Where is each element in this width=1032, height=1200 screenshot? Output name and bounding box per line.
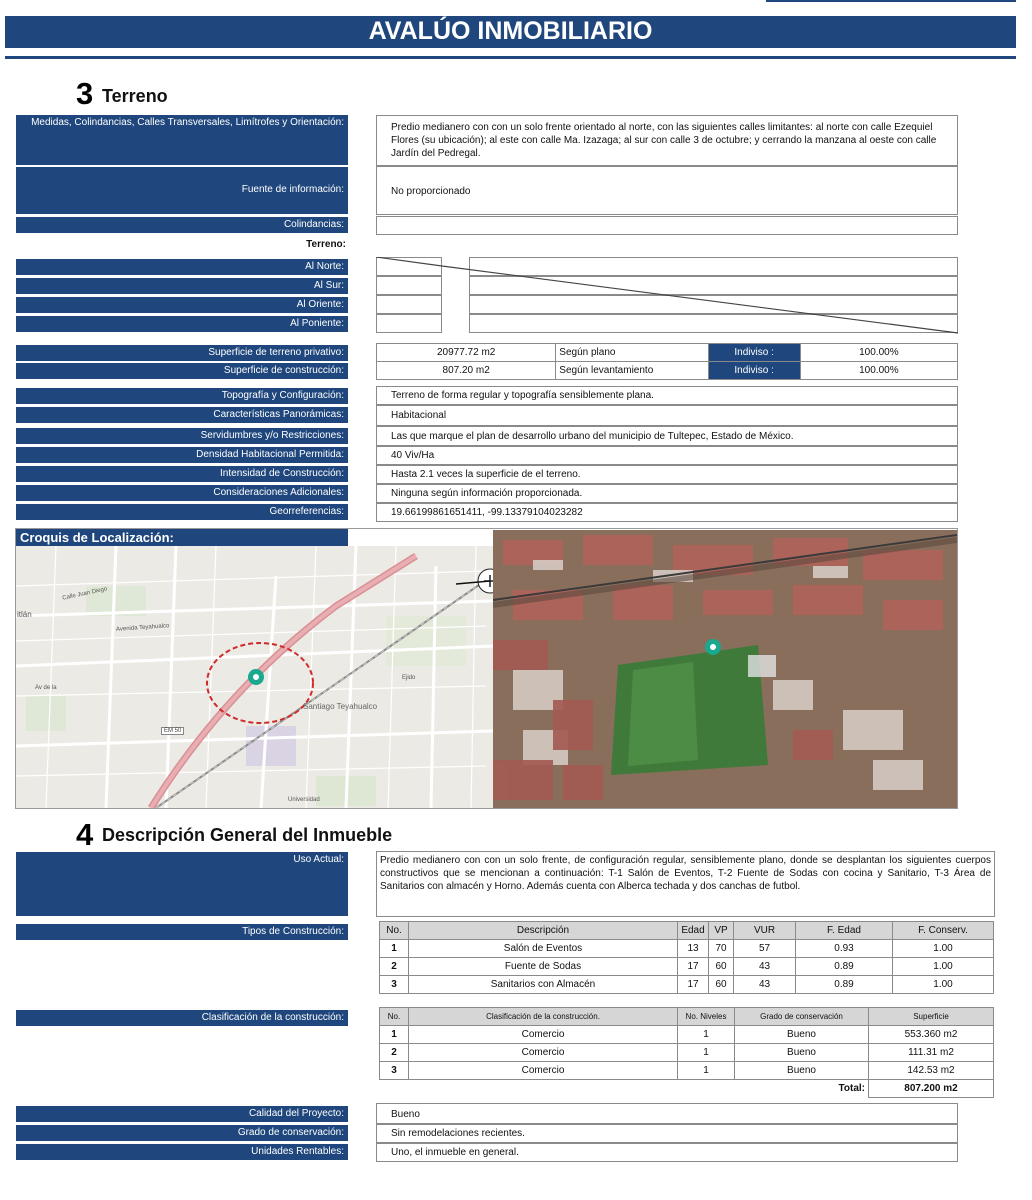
consideraciones-label: Consideraciones Adicionales: <box>16 485 348 501</box>
orient-norte-label: Al Norte: <box>16 259 348 275</box>
panoramicas-value: Habitacional <box>376 405 958 426</box>
map-label: Santiago Teyahualco <box>303 702 378 711</box>
cell: 3 <box>380 1062 409 1080</box>
section4-title: Descripción General del Inmueble <box>102 825 393 845</box>
table-row <box>380 1026 994 1044</box>
servidumbres-label: Servidumbres y/o Restricciones: <box>16 428 348 444</box>
sup-privativo-label: Superficie de terreno privativo: <box>16 345 348 361</box>
cell: Bueno <box>735 1044 869 1062</box>
sup-construccion-value: 807.20 m2 <box>377 362 556 380</box>
calidad-label: Calidad del Proyecto: <box>16 1106 348 1122</box>
table-header-row <box>380 922 994 940</box>
clasificacion-label: Clasificación de la construcción: <box>16 1010 348 1026</box>
cell: Comercio <box>409 1026 678 1044</box>
topografia-label: Topografía y Configuración: <box>16 388 348 404</box>
satellite-map <box>493 530 957 808</box>
table-header-row <box>380 1008 994 1026</box>
croquis-label: Croquis de Localización: <box>16 529 348 546</box>
fuente-value: No proporcionado <box>376 166 958 215</box>
georreferencias-label: Georreferencias: <box>16 504 348 520</box>
table-row <box>380 976 994 994</box>
cell: 1.00 <box>893 958 994 976</box>
map-label: Universidad <box>288 797 320 803</box>
table-row <box>380 1044 994 1062</box>
col-header: Clasificación de la construcción. <box>409 1008 678 1026</box>
cell: 13 <box>678 940 709 958</box>
indiviso-label: Indiviso : <box>708 344 800 362</box>
superficies-table <box>376 343 958 380</box>
indiviso-label: Indiviso : <box>708 362 800 380</box>
intensidad-value: Hasta 2.1 veces la superficie de el terreno. <box>376 465 958 484</box>
total-value: 807.200 m2 <box>869 1080 994 1098</box>
cell: 1 <box>678 1026 735 1044</box>
grado-label: Grado de conservación: <box>16 1125 348 1141</box>
cell: 0.93 <box>796 940 893 958</box>
fuente-label: Fuente de información: <box>16 167 348 214</box>
map-label: itlán <box>17 610 32 619</box>
cell: Sanitarios con Almacén <box>409 976 678 994</box>
densidad-value: 40 Viv/Ha <box>376 446 958 465</box>
sup-privativo-value: 20977.72 m2 <box>377 344 556 362</box>
consideraciones-value: Ninguna según información proporcionada. <box>376 484 958 503</box>
cell: 43 <box>734 976 796 994</box>
col-header: VUR <box>734 922 796 940</box>
intensidad-label: Intensidad de Construcción: <box>16 466 348 482</box>
col-header: Superficie <box>869 1008 994 1026</box>
total-label: Total: <box>380 1080 869 1098</box>
map-label: Avenida Teyahualco <box>115 623 170 633</box>
table-row <box>380 940 994 958</box>
cell: 2 <box>380 958 409 976</box>
col-header: VP <box>709 922 734 940</box>
sup-construccion-fuente: Según levantamiento <box>556 362 708 380</box>
map-label: Ejido <box>402 675 416 681</box>
cell: 3 <box>380 976 409 994</box>
col-header: F. Edad <box>796 922 893 940</box>
terreno-label: Terreno: <box>306 239 346 250</box>
cell: Bueno <box>735 1026 869 1044</box>
cell: 1 <box>678 1044 735 1062</box>
cell: 111.31 m2 <box>869 1044 994 1062</box>
cell: 0.89 <box>796 976 893 994</box>
cell: 1.00 <box>893 976 994 994</box>
col-header: Grado de conservación <box>735 1008 869 1026</box>
indiviso-value: 100.00% <box>800 344 957 362</box>
tipos-label: Tipos de Construcción: <box>16 924 348 940</box>
col-header: F. Conserv. <box>893 922 994 940</box>
panoramicas-label: Características Panorámicas: <box>16 407 348 423</box>
section3-title: Terreno <box>102 86 168 106</box>
cell: Comercio <box>409 1062 678 1080</box>
cell: Bueno <box>735 1062 869 1080</box>
section3-number: 3 <box>76 76 94 111</box>
colindancias-label: Colindancias: <box>16 217 348 233</box>
sup-privativo-fuente: Según plano <box>556 344 708 362</box>
cell: 60 <box>709 958 734 976</box>
map-label: EM 50 <box>161 727 184 735</box>
medidas-label: Medidas, Colindancias, Calles Transversales, Limítrofes y Orientación: <box>16 115 348 165</box>
orient-oriente-label: Al Oriente: <box>16 297 348 313</box>
unidades-label: Unidades Rentables: <box>16 1144 348 1160</box>
calidad-value: Bueno <box>376 1103 958 1124</box>
medidas-value: Predio medianero con con un solo frente orientado al norte, con las siguientes calles limitantes: al norte con calle Ezequiel Flores (su ubicación); al este con calle Ma. Izazaga; al sur con calle 3 de octubre; y cerrando la manzana al oeste con calle Jardín del Pedregal. <box>376 115 958 166</box>
cell: 142.53 m2 <box>869 1062 994 1080</box>
cell: Fuente de Sodas <box>409 958 678 976</box>
cell: 1.00 <box>893 940 994 958</box>
grado-value: Sin remodelaciones recientes. <box>376 1124 958 1143</box>
map-label: Calle Juan Diego <box>61 586 108 602</box>
cell: 70 <box>709 940 734 958</box>
orient-poniente-label: Al Poniente: <box>16 316 348 332</box>
col-header: Descripción <box>409 922 678 940</box>
cross-out-line <box>376 257 960 337</box>
cell: 60 <box>709 976 734 994</box>
sup-construccion-label: Superficie de construcción: <box>16 363 348 379</box>
cell: 2 <box>380 1044 409 1062</box>
section4-number: 4 <box>76 817 94 852</box>
col-header: Edad <box>678 922 709 940</box>
uso-actual-label: Uso Actual: <box>16 852 348 916</box>
clasificacion-table <box>379 1007 994 1098</box>
cell: 17 <box>678 958 709 976</box>
col-header: No. <box>380 1008 409 1026</box>
table-row <box>380 1062 994 1080</box>
cell: 57 <box>734 940 796 958</box>
uso-actual-value: Predio medianero con con un solo frente, de configuración regular, sensiblemente plano, donde se desplantan los siguientes cuerpos constructivos que se mencionan a continuación: T-1 Salón de Eventos, T-2 Fuente de Sodas con cocina y Sanitario, T-3 Área de Sanitarios con almacén y Horno. Además cuenta con Alberca techada y dos canchas de futbol. <box>376 851 995 917</box>
orient-sur-label: Al Sur: <box>16 278 348 294</box>
indiviso-value: 100.00% <box>800 362 957 380</box>
colindancias-value <box>376 216 958 235</box>
densidad-label: Densidad Habitacional Permitida: <box>16 447 348 463</box>
street-map <box>16 546 493 808</box>
cell: 553.360 m2 <box>869 1026 994 1044</box>
total-row <box>380 1080 994 1098</box>
georreferencias-value: 19.66199861651411, -99.13379104023282 <box>376 503 958 522</box>
servidumbres-value: Las que marque el plan de desarrollo urbano del municipio de Tultepec, Estado de México. <box>376 426 958 446</box>
col-header: No. Niveles <box>678 1008 735 1026</box>
top-line <box>766 0 1016 2</box>
cell: Salón de Eventos <box>409 940 678 958</box>
cell: 0.89 <box>796 958 893 976</box>
title-underline <box>5 56 1016 59</box>
cell: 17 <box>678 976 709 994</box>
tipos-table <box>379 921 994 994</box>
cell: 1 <box>678 1062 735 1080</box>
cell: 1 <box>380 1026 409 1044</box>
cell: 1 <box>380 940 409 958</box>
map-label: Av de la <box>35 685 57 691</box>
unidades-value: Uno, el inmueble en general. <box>376 1143 958 1162</box>
page-title: AVALÚO INMOBILIARIO <box>5 16 1016 48</box>
table-row <box>380 958 994 976</box>
topografia-value: Terreno de forma regular y topografía sensiblemente plana. <box>376 386 958 405</box>
cell: 43 <box>734 958 796 976</box>
col-header: No. <box>380 922 409 940</box>
cell: Comercio <box>409 1044 678 1062</box>
